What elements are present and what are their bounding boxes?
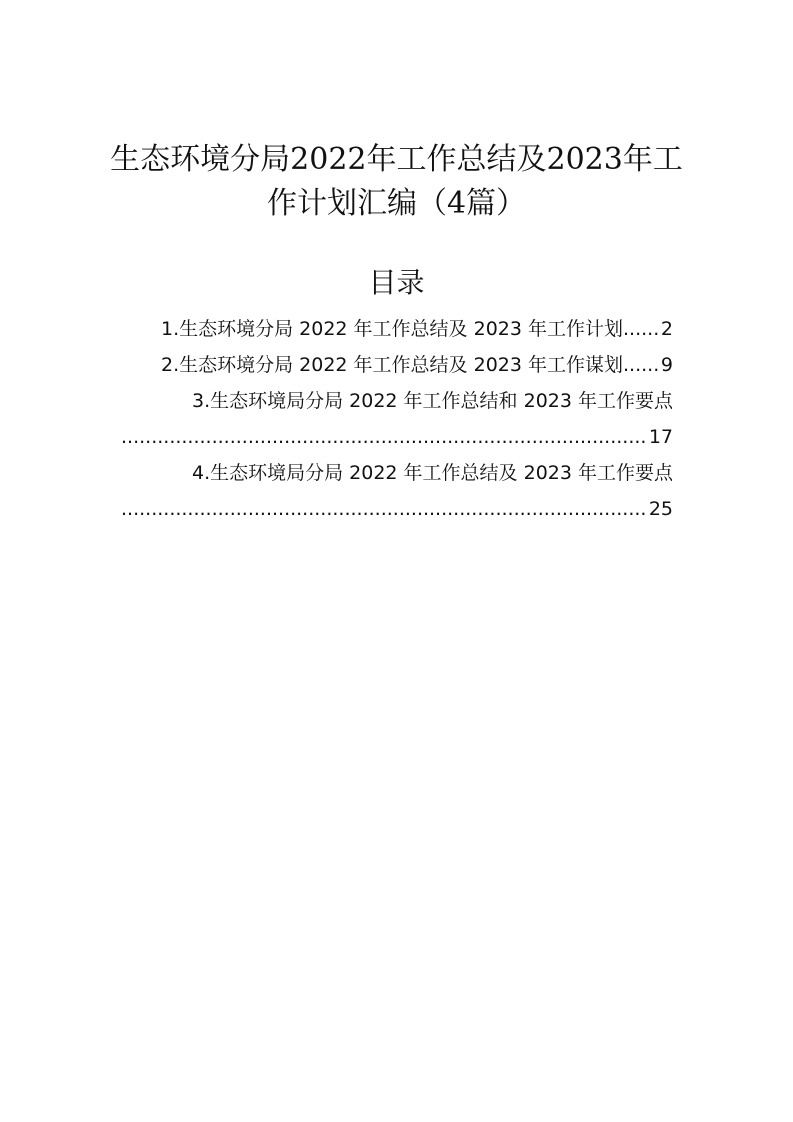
toc-page-number: 9 bbox=[660, 354, 673, 376]
toc-page-number: 17 bbox=[648, 426, 673, 448]
toc-leader-dots bbox=[623, 311, 659, 347]
toc-entry-title: 1.生态环境分局 2022 年工作总结及 2023 年工作计划 bbox=[161, 318, 623, 340]
document-title-line-2: 作计划汇编（4篇） bbox=[266, 186, 527, 221]
document-title-line-1: 生态环境分局2022年工作总结及2023年工 bbox=[110, 142, 683, 177]
toc-entry-3[interactable] bbox=[121, 383, 673, 455]
table-of-contents bbox=[121, 311, 673, 527]
toc-entry-2[interactable] bbox=[121, 347, 673, 383]
toc-leader-dots bbox=[121, 419, 647, 455]
toc-page-number: 25 bbox=[648, 498, 673, 520]
toc-entry-title: 4.生态环境局分局 2022 年工作总结及 2023 年工作要点 bbox=[192, 462, 673, 484]
toc-heading: 目录 bbox=[368, 266, 425, 299]
document-title bbox=[100, 138, 693, 226]
toc-entry-4[interactable] bbox=[121, 455, 673, 527]
toc-entry-1[interactable] bbox=[121, 311, 673, 347]
toc-leader-dots bbox=[121, 491, 647, 527]
toc-page-number: 2 bbox=[660, 318, 673, 340]
toc-entry-title: 3.生态环境局分局 2022 年工作总结和 2023 年工作要点 bbox=[192, 390, 673, 412]
toc-entry-title: 2.生态环境分局 2022 年工作总结及 2023 年工作谋划 bbox=[161, 354, 623, 376]
toc-leader-dots bbox=[623, 347, 659, 383]
